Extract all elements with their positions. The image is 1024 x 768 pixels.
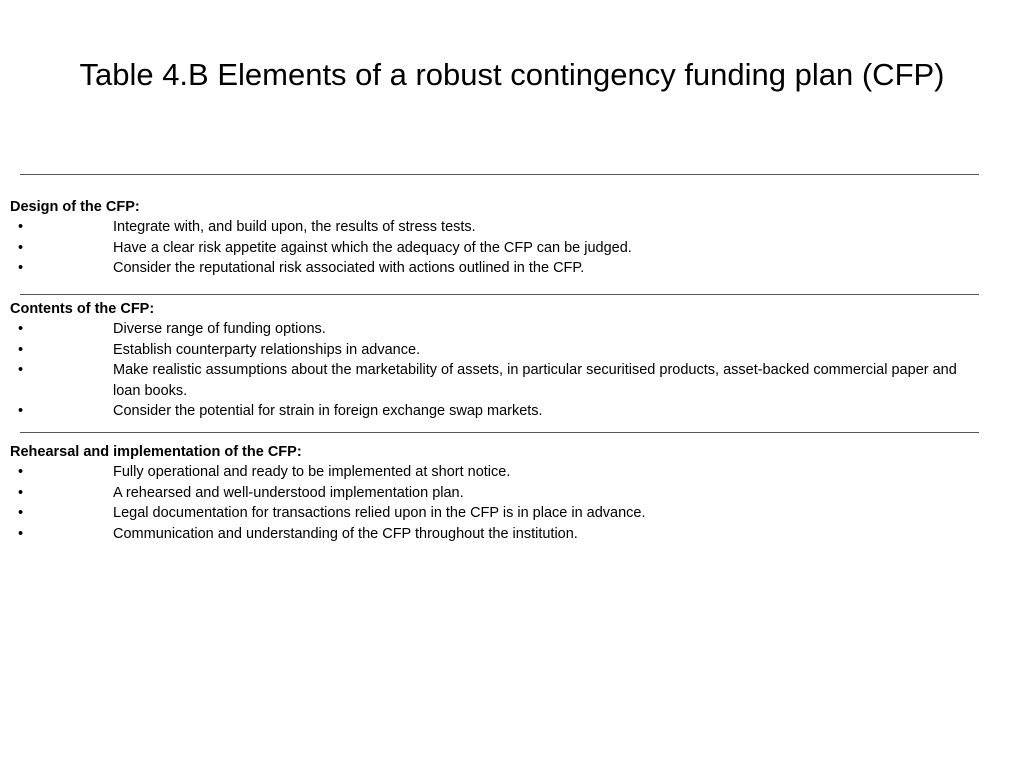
list-item [10, 238, 970, 259]
list-item-text: A rehearsed and well-understood implementation plan. [113, 484, 464, 501]
list-item-text: Legal documentation for transactions relied upon in the CFP is in place in advance. [113, 505, 646, 521]
page-title: Table 4.B Elements of a robust contingency funding plan (CFP) [79, 57, 945, 92]
bullet-icon: • [18, 321, 24, 337]
list-item [10, 217, 970, 238]
section-divider [20, 294, 979, 295]
list-item-text: Diverse range of funding options. [113, 321, 326, 337]
section-divider [20, 432, 979, 433]
bullet-icon: • [18, 464, 24, 480]
list-item-text: Consider the reputational risk associated with actions outlined in the CFP. [113, 260, 585, 276]
bullet-icon: • [18, 362, 24, 378]
list-item-text: Integrate with, and build upon, the results of stress tests. [113, 219, 476, 235]
bullet-icon: • [18, 484, 24, 501]
bullet-icon: • [18, 219, 24, 235]
section-heading: Contents of the CFP: [10, 301, 155, 317]
list-item [10, 483, 970, 504]
list-item-text: Make realistic assumptions about the marketability of assets, in particular securitised products, asset-backed commercial paper and loan books. [113, 362, 957, 399]
bullet-icon: • [18, 525, 24, 542]
bullet-icon: • [18, 403, 24, 419]
list-item-text: Have a clear risk appetite against which the adequacy of the CFP can be judged. [113, 239, 632, 256]
list-item-text: Establish counterparty relationships in advance. [113, 341, 421, 358]
bullet-list [10, 319, 970, 422]
list-item [10, 360, 970, 401]
section-heading: Design of the CFP: [10, 199, 140, 215]
list-item-text: Consider the potential for strain in foreign exchange swap markets. [113, 403, 543, 419]
bullet-list [10, 217, 970, 279]
section-rehearsal [10, 442, 970, 544]
section-design [10, 197, 970, 279]
top-divider [20, 174, 979, 175]
list-item [10, 503, 970, 524]
bullet-list [10, 462, 970, 544]
list-item [10, 258, 970, 279]
list-item [10, 462, 970, 483]
list-item-text: Fully operational and ready to be implemented at short notice. [113, 464, 511, 480]
section-contents [10, 299, 970, 422]
list-item-text: Communication and understanding of the CFP throughout the institution. [113, 525, 578, 542]
list-item [10, 401, 970, 422]
bullet-icon: • [18, 341, 24, 358]
list-item [10, 340, 970, 361]
bullet-icon: • [18, 260, 24, 276]
section-heading: Rehearsal and implementation of the CFP: [10, 444, 302, 460]
list-item [10, 319, 970, 340]
list-item [10, 524, 970, 545]
bullet-icon: • [18, 239, 24, 256]
bullet-icon: • [18, 505, 24, 521]
